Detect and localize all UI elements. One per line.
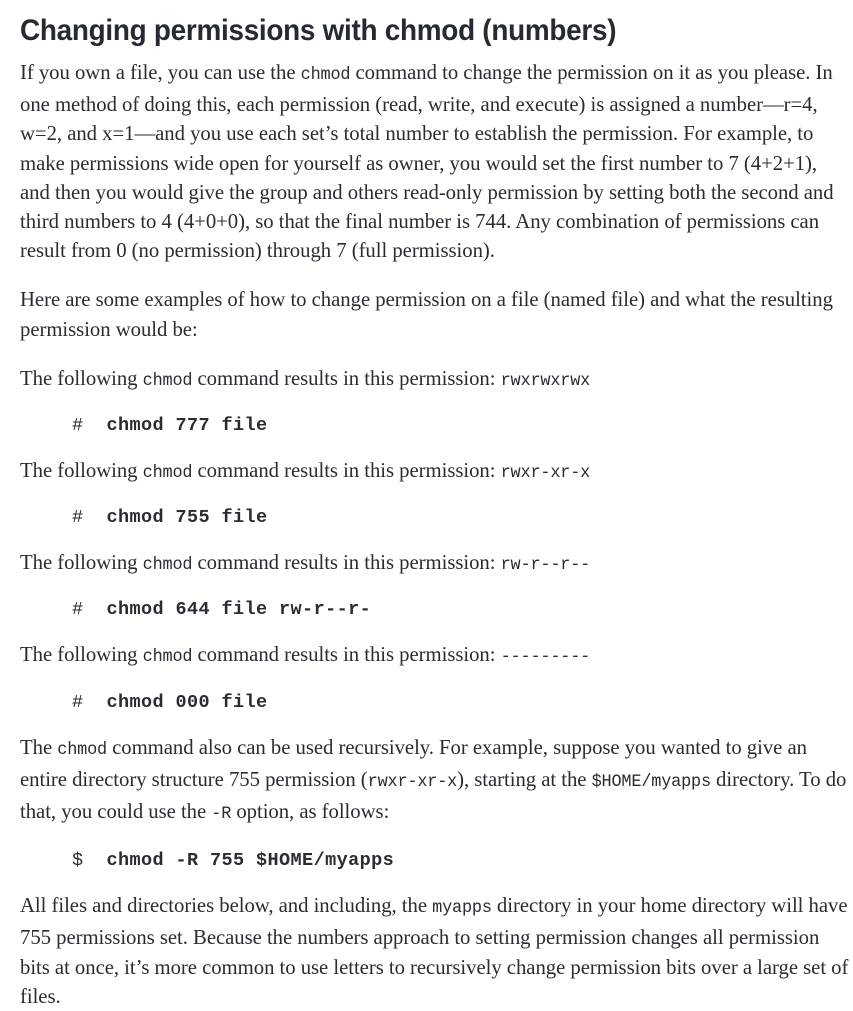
intro-text-part-2: command to change the permission on it as you please. In one method of doing this, each permission (read, write, and execute) is assigned a number—r=4, w=2, and x=1—and you use each set’s total number to establish the permission. For example, to make permissions wide open for yourself as owner, you would set the first number to 7 (4+2+1), and then you would give the group and others read-only permission by setting both the second and third numbers to 4 (4+0+0), so that the final number is 744. Any combination of permissions can result from 0 (no permission) through 7 (full permission). — [20, 60, 834, 263]
shell-prompt: # — [72, 507, 84, 529]
paragraph-intro — [20, 58, 852, 265]
command-block-2 — [20, 506, 833, 530]
command-block-recursive — [20, 849, 833, 873]
permission-string: rwxr-xr-x — [500, 463, 591, 484]
command-block-3 — [20, 598, 833, 622]
command-block-1 — [20, 414, 833, 438]
inline-code-chmod: chmod — [142, 555, 193, 576]
example-lead-prefix: The following — [20, 550, 143, 575]
intro-text-part-1: If you own a file, you can use the — [20, 60, 301, 84]
recursive-text-part-5: option, as follows: — [231, 799, 390, 824]
example-lead-2 — [20, 456, 852, 488]
shell-command: chmod 644 file rw-r--r- — [106, 599, 372, 621]
example-lead-middle: command results in this permission: — [192, 550, 501, 575]
shell-prompt: $ — [72, 850, 84, 872]
inline-code-myapps: myapps — [432, 898, 492, 919]
shell-command: chmod -R 755 $HOME/myapps — [106, 850, 395, 872]
command-block-4 — [20, 691, 833, 715]
example-lead-prefix: The following — [20, 642, 143, 667]
example-lead-1 — [20, 364, 852, 396]
inline-code-chmod: chmod — [142, 647, 193, 668]
shell-prompt: # — [72, 599, 84, 621]
closing-text-part-1: All files and directories below, and including, the — [20, 893, 433, 918]
shell-prompt: # — [72, 415, 84, 437]
permission-string: rwxrwxrwx — [500, 370, 591, 391]
shell-command: chmod 000 file — [106, 691, 268, 713]
paragraph-closing — [20, 891, 852, 1011]
shell-prompt: # — [72, 691, 84, 713]
inline-code-permission: rwxr-xr-x — [367, 771, 458, 792]
permission-string: --------- — [500, 647, 591, 668]
shell-command: chmod 755 file — [106, 507, 268, 529]
recursive-text-part-4: directory. To do that, you could use the — [20, 766, 847, 824]
recursive-text-part-2: command also can be used recursively. For example, suppose you wanted to give an entire directory structure 755 permission ( — [20, 734, 807, 791]
example-lead-4 — [20, 640, 852, 672]
inline-code-chmod: chmod — [142, 370, 193, 391]
permission-string: rw-r--r-- — [500, 555, 591, 576]
inline-code-chmod: chmod — [57, 739, 107, 760]
recursive-text-part-3: ), starting at the — [457, 766, 592, 791]
inline-code-home-path: $HOME/myapps — [591, 771, 711, 792]
paragraph-examples-lead: Here are some examples of how to change permission on a file (named file) and what the resulting permission would be: — [20, 287, 833, 341]
example-lead-prefix: The following — [20, 365, 143, 390]
page-title: Changing permissions with chmod (numbers) — [20, 14, 617, 47]
example-lead-prefix: The following — [20, 458, 143, 483]
example-lead-middle: command results in this permission: — [192, 458, 501, 483]
example-lead-middle: command results in this permission: — [192, 642, 501, 667]
paragraph-recursive — [20, 733, 852, 830]
recursive-text-part-1: The — [20, 734, 58, 759]
shell-command: chmod 777 file — [106, 415, 268, 437]
example-lead-middle: command results in this permission: — [192, 365, 501, 390]
inline-code-chmod: chmod — [142, 463, 193, 484]
inline-code-r-flag: -R — [211, 804, 232, 825]
inline-code-chmod: chmod — [300, 65, 351, 85]
closing-text-part-2: directory in your home directory will have 755 permissions set. Because the numbers approach to setting permission changes all permission bits at once, it’s more common to use letters to recursively change permission bits over a large set of files. — [20, 893, 849, 1008]
example-lead-3 — [20, 548, 852, 580]
